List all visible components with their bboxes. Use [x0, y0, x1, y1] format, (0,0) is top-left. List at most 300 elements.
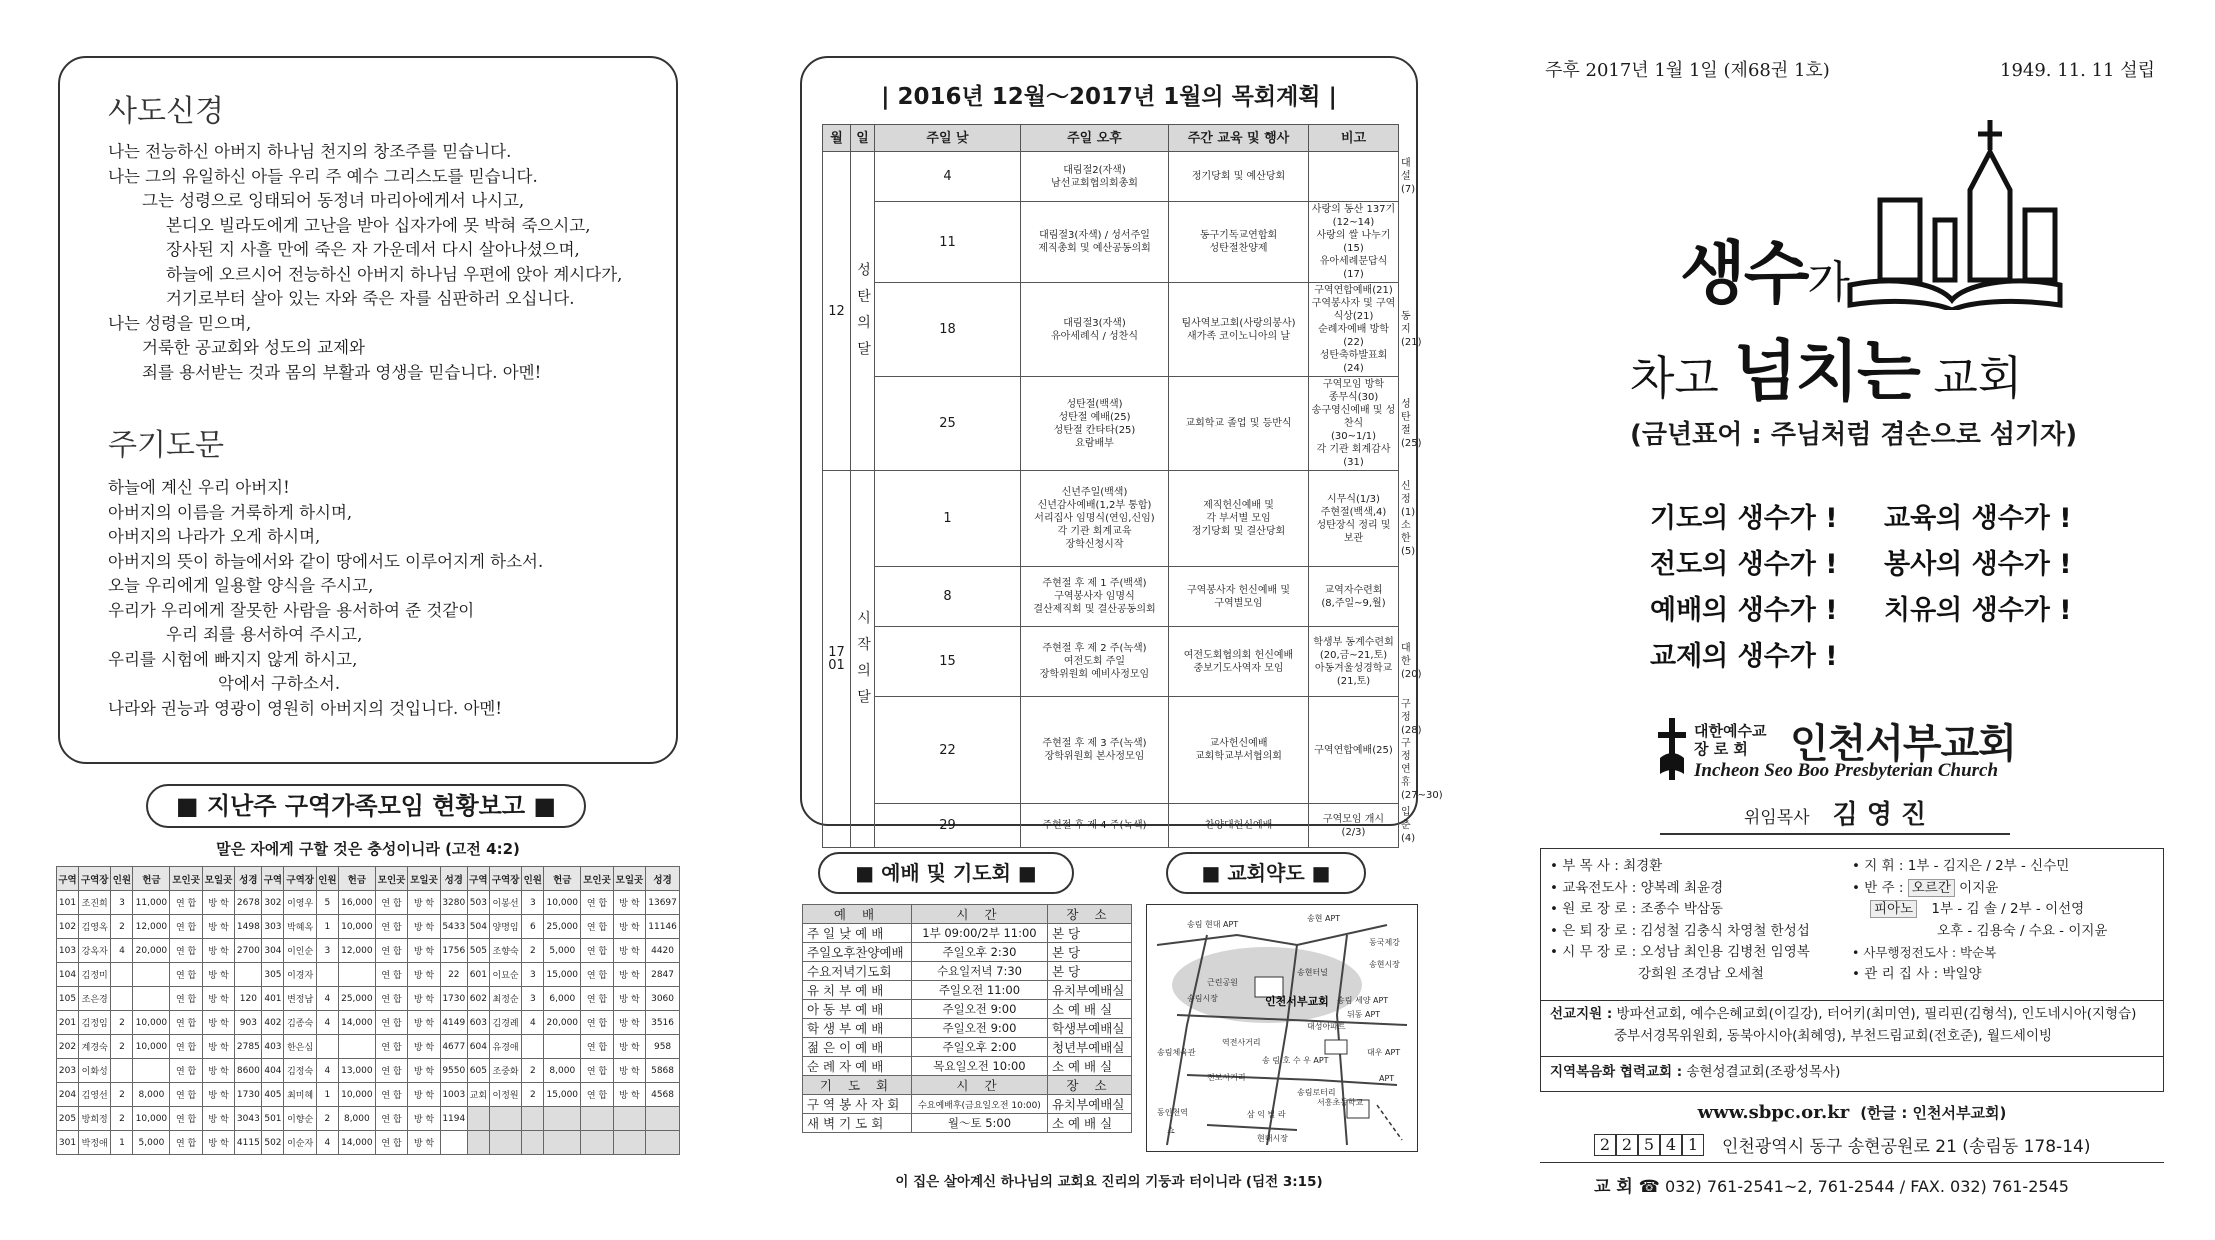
- creed-line: 그는 성령으로 잉태되어 동정녀 마리아에게서 나시고,: [142, 191, 525, 210]
- report-cell: 10,000: [338, 915, 375, 939]
- report-cell: 2: [522, 1083, 544, 1107]
- report-cell: 8,000: [544, 1059, 581, 1083]
- plan-cell-a: 주현절 후 제 1 주(백색) 구역봉사자 임명식 결산제직회 및 결산공동의회: [1021, 567, 1169, 627]
- map-label: 송림 현대 APT: [1187, 920, 1239, 929]
- plan-month: [823, 471, 851, 848]
- worship-row: [803, 1095, 1132, 1114]
- map-label: 송림체육관: [1157, 1048, 1196, 1057]
- worship-header: 기 도 회: [803, 1076, 912, 1095]
- staff-manager: • 관 리 집 사 : 박일양: [1852, 965, 1982, 982]
- report-header: 구역장: [284, 867, 316, 891]
- report-cell: [111, 963, 133, 987]
- staff-elders-retired: • 은 퇴 장 로 : 김성철 김충식 차영철 한성섭: [1550, 922, 1810, 939]
- plan-cell-b: 찬양대헌신예배: [1169, 804, 1309, 848]
- report-cell: 방 학: [202, 1131, 234, 1155]
- report-cell: 10,000: [133, 1011, 170, 1035]
- creed-line: 나는 성령을 믿으며,: [108, 313, 252, 333]
- worship-cell: 소 예 배 실: [1047, 1114, 1131, 1133]
- report-cell: 603: [467, 1011, 489, 1035]
- plan-cell-c: 구역모임 개시(2/3): [1309, 804, 1399, 848]
- report-cell: 3: [522, 891, 544, 915]
- prayer-line: 우리가 우리에게 잘못한 사람을 용서하여 준 것같이: [108, 600, 475, 620]
- report-cell: [613, 1131, 645, 1155]
- report-cell: 방 학: [408, 1035, 440, 1059]
- report-cell: 연 합: [581, 1011, 613, 1035]
- report-row: [57, 939, 680, 963]
- report-cell: 203: [57, 1059, 79, 1083]
- report-cell: 방 학: [408, 1131, 440, 1155]
- plan-cell-day: 15: [875, 627, 1021, 697]
- report-cell: 14,000: [338, 1131, 375, 1155]
- report-cell: 2700: [235, 939, 262, 963]
- report-header: 구역장: [489, 867, 521, 891]
- report-cell: 연 합: [375, 939, 407, 963]
- worship-cell: 주 일 낮 예 배: [803, 924, 912, 943]
- staff-accompanist: [1852, 878, 2107, 900]
- worship-row: [803, 1057, 1132, 1076]
- map-label: 동인천역: [1157, 1108, 1188, 1117]
- map-label: 뒤동 APT: [1347, 1010, 1381, 1019]
- worship-cell: 학 생 부 예 배: [803, 1019, 912, 1038]
- worship-cell: 젊 은 이 예 배: [803, 1038, 912, 1057]
- report-cell: 연 합: [581, 891, 613, 915]
- slogan-fellowship: 교제의 생수가 !: [1650, 641, 1838, 672]
- report-row: [57, 1083, 680, 1107]
- report-cell: 3: [111, 891, 133, 915]
- motto-word-living-water: 생수: [1680, 235, 1808, 314]
- report-cell: 4568: [646, 1083, 680, 1107]
- plan-cell-day: 18: [875, 283, 1021, 377]
- plan-cell-day: 4: [875, 152, 1021, 202]
- report-cell: 1: [111, 1131, 133, 1155]
- plan-cell-day: 1: [875, 471, 1021, 567]
- worship-cell: 본 당: [1047, 943, 1131, 962]
- report-cell: [544, 1107, 581, 1131]
- report-cell: [338, 1035, 375, 1059]
- report-row: [57, 987, 680, 1011]
- pastor-name: 김 영 진: [1832, 800, 1927, 830]
- church-name-english: Incheon Seo Boo Presbyterian Church: [1694, 760, 1999, 781]
- report-cell: 연 합: [581, 1083, 613, 1107]
- worship-cell: 유치부예배실: [1047, 1095, 1131, 1114]
- plan-cell-day: 25: [875, 377, 1021, 471]
- mission-label: 선교지원 :: [1550, 1006, 1613, 1022]
- worship-row: [803, 1019, 1132, 1038]
- report-cell: 최미혜: [284, 1083, 316, 1107]
- worship-cell: 주일오후찬양예배: [803, 943, 912, 962]
- pastor-label: 위임목사: [1743, 808, 1810, 828]
- report-cell: [489, 1107, 521, 1131]
- report-cell: 1498: [235, 915, 262, 939]
- report-cell: 5433: [440, 915, 467, 939]
- worship-row: [803, 962, 1132, 981]
- prayer-text: [108, 476, 543, 721]
- plan-cell-b: 제직헌신예배 및 각 부서별 모임 정기당회 및 결산당회: [1169, 471, 1309, 567]
- report-cell: 방 학: [408, 1083, 440, 1107]
- plan-cell-a: 주현절 후 제 2 주(녹색) 여전도회 주일 장학위원회 예비사정모임: [1021, 627, 1169, 697]
- map-label: 송현터널: [1297, 968, 1328, 977]
- plan-cell-c: 구역연합예배(21) 구역봉사자 및 구역식상(21) 순례자예배 방학(22) 성탄축하발표회(24): [1309, 283, 1399, 377]
- issue-info: 주후 2017년 1월 1일 (제68권 1호): [1545, 60, 1830, 81]
- church-name: 인천서부교회: [1790, 721, 2016, 767]
- denomination: [1694, 722, 1766, 758]
- report-cell: 방 학: [202, 891, 234, 915]
- plan-header: 월: [823, 125, 851, 152]
- zip-box: 1: [1682, 1134, 1704, 1156]
- worship-cell: 청년부예배실: [1047, 1038, 1131, 1057]
- report-header: 성경: [440, 867, 467, 891]
- report-cell: 방 학: [202, 1035, 234, 1059]
- report-cell: 2: [316, 1107, 338, 1131]
- worship-cell: 주일오후 2:00: [911, 1038, 1047, 1057]
- worship-row: [803, 981, 1132, 1000]
- piano-tag: 피아노: [1870, 900, 1917, 918]
- report-cell: 601: [467, 963, 489, 987]
- plan-row: 15 주현절 후 제 2 주(녹색) 여전도회 주일 장학위원회 예비사정모임 여전도회협의회 헌신예배 중보기도사역자 모임 학생부 동계수련회 (20,금~21,토) 아동겨울성경학교(21,토) 대한(20): [823, 627, 1399, 697]
- report-cell: 김영옥: [79, 915, 111, 939]
- report-cell: 9550: [440, 1059, 467, 1083]
- report-header: 헌금: [544, 867, 581, 891]
- report-cell: 302: [262, 891, 284, 915]
- mission-list-2: 중부서경목위원회, 동북아시아(최혜영), 부천드림교회(전호준), 월드세이빙: [1614, 1027, 2053, 1044]
- report-cell: 방 학: [408, 1011, 440, 1035]
- report-cell: 305: [262, 963, 284, 987]
- report-header: 모일곳: [408, 867, 440, 891]
- worship-row: [803, 1038, 1132, 1057]
- report-header: 인원: [316, 867, 338, 891]
- report-cell: 방 학: [202, 963, 234, 987]
- report-cell: [467, 1107, 489, 1131]
- plan-row: 22 주현절 후 제 3 주(녹색) 장학위원회 본사정모임 교사헌신예배 교회학교부서협의회 구역연합예배(25) 구정(28) 구정연휴(27~30): [823, 697, 1399, 804]
- plan-cell-c: 구역모임 방학 종무식(30) 송구영신예배 및 성찬식 (30~1/1) 각 기관 회계감사(31): [1309, 377, 1399, 471]
- report-cell: 이정원: [489, 1083, 521, 1107]
- plan-cell-b: 구역봉사자 헌신예배 및 구역별모임: [1169, 567, 1309, 627]
- plan-cell-c: 사랑의 동산 137기(12~14) 사랑의 쌀 나누기(15) 유아세례문답식(17): [1309, 202, 1399, 283]
- report-cell: 이화성: [79, 1059, 111, 1083]
- staff-edu-evangelist: • 교육전도사 : 양복례 최윤경: [1550, 879, 1724, 896]
- worship-cell: 아 동 부 예 배: [803, 1000, 912, 1019]
- report-cell: 20,000: [544, 1011, 581, 1035]
- report-cell: [613, 1107, 645, 1131]
- report-cell: 연 합: [581, 1035, 613, 1059]
- report-cell: 602: [467, 987, 489, 1011]
- report-cell: 박혜옥: [284, 915, 316, 939]
- report-cell: [522, 1107, 544, 1131]
- creed-line: 본디오 빌라도에게 고난을 받아 십자가에 못 박혀 죽으시고,: [166, 215, 591, 235]
- creed-line: 하늘에 오르시어 전능하신 아버지 하나님 우편에 앉아 계시다가,: [166, 264, 623, 284]
- report-cell: 2: [111, 1011, 133, 1035]
- plan-header: 주간 교육 및 행사: [1169, 125, 1309, 152]
- report-header: 구역: [467, 867, 489, 891]
- report-cell: 304: [262, 939, 284, 963]
- report-row: [57, 915, 680, 939]
- worship-cell: 주일오전 11:00: [911, 981, 1047, 1000]
- worship-cell: 월～토 5:00: [911, 1114, 1047, 1133]
- plan-cell-a: 대림절3(자색) 유아세례식 / 성찬식: [1021, 283, 1169, 377]
- worship-cell: 본 당: [1047, 962, 1131, 981]
- map-label: 근린공원: [1207, 978, 1238, 987]
- report-cell: 최정순: [489, 987, 521, 1011]
- map-church-label: 인천서부교회: [1265, 995, 1329, 1008]
- map-label: 송림로터리: [1297, 1088, 1336, 1097]
- map-label: 서흥초등학교: [1317, 1098, 1364, 1107]
- phone-label: 교 회 ☎: [1594, 1177, 1660, 1197]
- report-cell: 김정임: [79, 1011, 111, 1035]
- report-cell: 이영우: [284, 891, 316, 915]
- report-cell: 4: [522, 1011, 544, 1035]
- prayer-line: 아버지의 나라가 오게 하시며,: [108, 527, 321, 546]
- plan-cell-b: 교사헌신예배 교회학교부서협의회: [1169, 697, 1309, 804]
- phone-line: [1594, 1172, 2069, 1197]
- worship-cell: 주일오전 9:00: [911, 1019, 1047, 1038]
- report-cell: 방 학: [408, 963, 440, 987]
- report-cell: 5868: [646, 1059, 680, 1083]
- report-cell: 6,000: [544, 987, 581, 1011]
- report-header: 인원: [522, 867, 544, 891]
- slogan-prayer: 기도의 생수가 !: [1650, 503, 1838, 534]
- report-cell: [316, 963, 338, 987]
- report-cell: 연 합: [170, 987, 202, 1011]
- report-cell: 1756: [440, 939, 467, 963]
- report-cell: [338, 963, 375, 987]
- report-cell: 2678: [235, 891, 262, 915]
- map-label: 송림 세양 APT: [1337, 996, 1389, 1005]
- report-cell: 김경례: [489, 1011, 521, 1035]
- plan-cell-day: 8: [875, 567, 1021, 627]
- report-cell: 204: [57, 1083, 79, 1107]
- contact-divider: [1540, 1162, 2164, 1163]
- plan-month-label: 성 탄 의 달: [851, 152, 875, 471]
- plan-cell-a: 대림절3(자색) / 성서주일 제직총회 및 예산공동의회: [1021, 202, 1169, 283]
- report-cell: 301: [57, 1131, 79, 1155]
- mission-support: [1550, 1004, 2136, 1047]
- report-cell: 4: [111, 939, 133, 963]
- report-cell: 4420: [646, 939, 680, 963]
- worship-cell: 소 예 배 실: [1047, 1057, 1131, 1076]
- worship-cell: 1부 09:00/2부 11:00: [911, 924, 1047, 943]
- address: 인천광역시 동구 송현공원로 21 (송림동 178-14): [1722, 1137, 2091, 1157]
- report-cell: [544, 1035, 581, 1059]
- report-cell: 이순자: [284, 1131, 316, 1155]
- local-church: 송현성결교회(조광성목사): [1682, 1064, 1841, 1080]
- prayer-title: 주기도문: [108, 428, 224, 463]
- report-cell: 101: [57, 891, 79, 915]
- plan-header: 비고: [1309, 125, 1399, 152]
- report-cell: 연 합: [581, 939, 613, 963]
- report-cell: 103: [57, 939, 79, 963]
- report-cell: 25,000: [544, 915, 581, 939]
- plan-row: 12 성 탄 의 달 4 대림절2(자색) 남선교회협의회총회 정기당회 및 예산당회 대설(7): [823, 152, 1399, 202]
- report-cell: 방 학: [408, 939, 440, 963]
- report-cell: 5,000: [133, 1131, 170, 1155]
- local-partner: [1550, 1062, 1840, 1084]
- prayer-line: 나라와 권능과 영광이 영원히 아버지의 것입니다. 아멘!: [108, 698, 503, 718]
- report-cell: 방 학: [613, 915, 645, 939]
- map-title: ■ 교회약도 ■: [1166, 852, 1366, 894]
- report-cell: 8,000: [338, 1107, 375, 1131]
- report-cell: 2785: [235, 1035, 262, 1059]
- report-cell: 이묘순: [489, 963, 521, 987]
- report-cell: 연 합: [375, 1107, 407, 1131]
- plan-cell-c: 교역자수련회 (8,주일~9,월): [1309, 567, 1399, 627]
- plan-cell-day: 29: [875, 804, 1021, 848]
- staff-assoc-pastor: • 부 목 사 : 최경환: [1550, 858, 1663, 874]
- plan-cell-a: 주현절 후 제 4 주(녹색): [1021, 804, 1169, 848]
- worship-header-row: [803, 1076, 1132, 1095]
- report-cell: 10,000: [133, 1035, 170, 1059]
- staff-divider: [1540, 1000, 2164, 1001]
- report-header: 구역장: [79, 867, 111, 891]
- plan-cell-b: 정기당회 및 예산당회: [1169, 152, 1309, 202]
- report-cell: 102: [57, 915, 79, 939]
- map-label: 현대시장: [1257, 1134, 1288, 1143]
- report-cell: 연 합: [375, 1131, 407, 1155]
- staff-elders-active: • 시 무 장 로 : 오성남 최인용 김병천 임영복: [1550, 944, 1810, 960]
- motto-word-ga: 가: [1807, 257, 1850, 308]
- report-cell: 15,000: [544, 1083, 581, 1107]
- report-header: 성경: [646, 867, 680, 891]
- report-cell: 402: [262, 1011, 284, 1035]
- address-line: [1594, 1132, 2090, 1157]
- staff-piano: [1852, 899, 2107, 921]
- prayer-line: 하늘에 계신 우리 아버지!: [108, 478, 290, 497]
- slogan-education: 교육의 생수가 !: [1884, 503, 2072, 534]
- report-cell: 방 학: [613, 1083, 645, 1107]
- report-cell: 2847: [646, 963, 680, 987]
- map-label: 송 림 호 수 우 APT: [1262, 1056, 1329, 1065]
- motto-line-1: [1680, 220, 1850, 317]
- plan-month-number: 12: [828, 303, 845, 319]
- report-cell: 박정애: [79, 1131, 111, 1155]
- cross-emblem-icon: [1656, 718, 1688, 780]
- report-cell: [581, 1107, 613, 1131]
- plan-row: 17 01 시 작 의 달 1 신년주일(백색) 신년감사예배(1,2부 통합) 서리집사 임명식(연임,신임) 각 기관 회계교육 장학신청시작 제직헌신예배 및 각 부서별 모임 정기당회 및 결산당회 시무식(1/3) 주현절(백색,4) 성탄장식 정리 및 보관 신정(1) 소한(5): [823, 471, 1399, 567]
- report-cell: 조진희: [79, 891, 111, 915]
- motto-word-church: 교회: [1918, 351, 2023, 405]
- piano-names-1: 1부 - 김 솔 / 2부 - 이선영: [1931, 901, 2085, 917]
- report-cell: 10,000: [338, 1083, 375, 1107]
- map-label: 역전사거리: [1222, 1038, 1261, 1047]
- report-header: 구역: [262, 867, 284, 891]
- plan-cell-a: 성탄절(백색) 성탄절 예배(25) 성탄절 칸타타(25) 요람배부: [1021, 377, 1169, 471]
- plan-cell-c: 구역연합예배(25): [1309, 697, 1399, 804]
- report-cell: 6: [522, 915, 544, 939]
- report-cell: 방희정: [79, 1107, 111, 1131]
- report-cell: 4677: [440, 1035, 467, 1059]
- worship-header-row: [803, 905, 1132, 924]
- report-cell: 604: [467, 1035, 489, 1059]
- creed-title: 사도신경: [108, 94, 224, 129]
- report-cell: 김영선: [79, 1083, 111, 1107]
- church-logo-icon: [1840, 110, 2070, 310]
- map-label: 송현 APT: [1307, 914, 1341, 923]
- report-cell: 연 합: [170, 1035, 202, 1059]
- website-link[interactable]: www.sbpc.or.kr: [1697, 1102, 1850, 1123]
- report-cell: 1003: [440, 1083, 467, 1107]
- report-cell: [522, 1035, 544, 1059]
- report-cell: 5: [316, 891, 338, 915]
- plan-header: 주일 낮: [875, 125, 1021, 152]
- slogan-worship: 예배의 생수가 !: [1650, 595, 1838, 626]
- report-header: 구역: [57, 867, 79, 891]
- worship-cell: 수요저녁기도회: [803, 962, 912, 981]
- report-header: 성경: [235, 867, 262, 891]
- report-cell: 958: [646, 1035, 680, 1059]
- report-header: 헌금: [133, 867, 170, 891]
- report-cell: 김정숙: [284, 1059, 316, 1083]
- denomination-line2: 장 로 회: [1694, 740, 1748, 758]
- staff-divider-2: [1540, 1056, 2164, 1057]
- plan-row: [823, 202, 1399, 283]
- report-cell: 연 합: [170, 1083, 202, 1107]
- report-cell: 연 합: [375, 1011, 407, 1035]
- report-cell: 연 합: [581, 1059, 613, 1083]
- map-label: APT: [1379, 1074, 1395, 1083]
- report-cell: 강옥자: [79, 939, 111, 963]
- prayer-line: 아버지의 이름을 거룩하게 하시며,: [108, 502, 353, 522]
- prayer-line: 악에서 구하소서.: [218, 674, 341, 693]
- report-header: 모인곳: [375, 867, 407, 891]
- report-cell: 205: [57, 1107, 79, 1131]
- worship-cell: 유 치 부 예 배: [803, 981, 912, 1000]
- report-cell: 계경숙: [79, 1035, 111, 1059]
- report-cell: 연 합: [375, 915, 407, 939]
- worship-title: ■ 예배 및 기도회 ■: [818, 852, 1074, 894]
- prayer-line: 아버지의 뜻이 하늘에서와 같이 땅에서도 이루어지게 하소서.: [108, 551, 544, 571]
- worship-cell: 목요일오전 10:00: [911, 1057, 1047, 1076]
- plan-cell-c: [1309, 152, 1399, 202]
- report-cell: [467, 1131, 489, 1155]
- report-row: [57, 891, 680, 915]
- organ-tag: 오르간: [1908, 879, 1955, 897]
- year-theme: (금년표어 : 주님처럼 겸손으로 섬기자): [1630, 420, 2078, 450]
- report-header: 모일곳: [613, 867, 645, 891]
- report-cell: 연 합: [375, 1035, 407, 1059]
- report-cell: 방 학: [613, 939, 645, 963]
- plan-cell-b: 교회학교 졸업 및 등반식: [1169, 377, 1309, 471]
- creed-line: 장사된 지 사흘 만에 죽은 자 가운데서 다시 살아나셨으며,: [166, 240, 580, 259]
- report-row: [57, 963, 680, 987]
- report-cell: 연 합: [170, 891, 202, 915]
- plan-cell-b: 팀사역보고회(사랑의봉사) 새가족 코이노니아의 날: [1169, 283, 1309, 377]
- report-cell: 조은경: [79, 987, 111, 1011]
- report-cell: 연 합: [581, 987, 613, 1011]
- report-cell: 12,000: [133, 915, 170, 939]
- report-cell: 연 합: [170, 1131, 202, 1155]
- report-cell: [522, 1131, 544, 1155]
- report-cell: 505: [467, 939, 489, 963]
- creed-line: 나는 그의 유일하신 아들 우리 주 예수 그리스도를 믿습니다.: [108, 166, 538, 186]
- report-cell: 22: [440, 963, 467, 987]
- report-verse: 말은 자에게 구할 것은 충성이니라 (고전 4:2): [216, 840, 520, 858]
- report-cell: 연 합: [375, 987, 407, 1011]
- report-cell: 이경자: [284, 963, 316, 987]
- report-cell: 405: [262, 1083, 284, 1107]
- report-header: 인원: [111, 867, 133, 891]
- report-cell: 1730: [235, 1083, 262, 1107]
- accompanist-label: • 반 주 :: [1852, 879, 1908, 896]
- worship-cell: 구 역 봉 사 자 회: [803, 1095, 912, 1114]
- report-cell: 연 합: [170, 963, 202, 987]
- report-cell: 김종숙: [284, 1011, 316, 1035]
- report-cell: 방 학: [613, 1059, 645, 1083]
- report-cell: 4149: [440, 1011, 467, 1035]
- prayer-line: 우리를 시험에 빠지지 않게 하시고,: [108, 649, 358, 669]
- report-cell: 501: [262, 1107, 284, 1131]
- report-header: 모일곳: [202, 867, 234, 891]
- report-cell: 2: [522, 939, 544, 963]
- worship-header: 시 간: [911, 1076, 1047, 1095]
